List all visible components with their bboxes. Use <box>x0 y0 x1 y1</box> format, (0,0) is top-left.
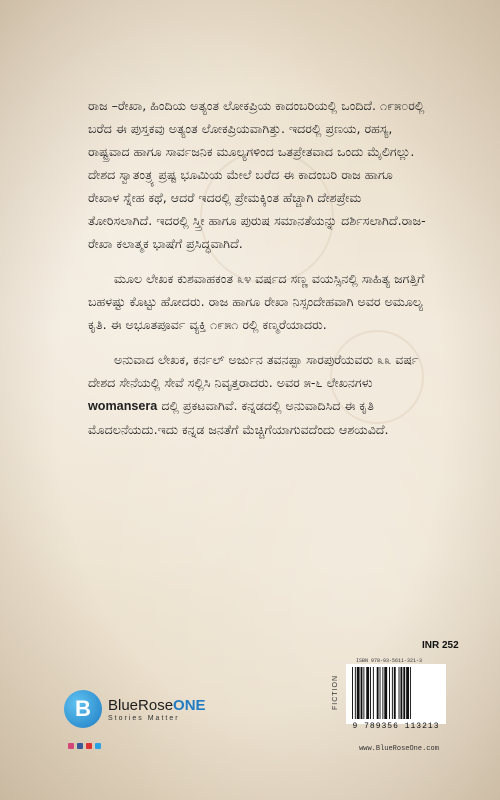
youtube-icon <box>86 743 92 749</box>
barcode-bar <box>352 667 353 719</box>
publisher-tagline: Stories Matter <box>108 714 180 722</box>
barcode-bar <box>384 667 387 719</box>
barcode-bar <box>410 667 411 719</box>
book-price: INR 252 <box>422 640 459 651</box>
bluerose-logo-icon: B <box>64 690 102 728</box>
barcode-bar <box>403 667 405 719</box>
blurb-paragraph-3 <box>88 348 428 441</box>
barcode-bar <box>357 667 360 719</box>
barcode-bar <box>382 667 383 719</box>
barcode-bar <box>392 667 393 719</box>
barcode-bar <box>389 667 390 719</box>
isbn-barcode <box>346 664 446 724</box>
blurb-paragraph-3-start: ಅನುವಾದ ಲೇಖಕ, ಕರ್ನಲ್ ಅರ್ಜುನ ತವನಪ್ಪಾ ಸಾರಪುರೆಯವರು ೩೩ ವರ್ಷ ದೇಶದ ಸೇನೆಯಲ್ಲಿ ಸೇವೆ ಸಲ್ಲಿಸಿ ನಿವೃತ್ತರಾದರು. ಅವರ ೫-೬ ಲೇಖನಗಳು <box>88 352 419 390</box>
womansera-name: womansera <box>88 399 158 413</box>
publisher-website: www.BlueRoseOne.com <box>359 745 439 753</box>
blurb-paragraph-1: ರಾಜ –ರೇಖಾ, ಹಿಂದಿಯ ಅತ್ಯಂತ ಲೋಕಪ್ರಿಯ ಕಾದಂಬರಿಯಲ್ಲಿ ಒಂದಿದೆ. ೧೯೫೦ರಲ್ಲಿ ಬರೆದ ಈ ಪುಸ್ತಕವು ಅತ್ಯಂತ ಲೋಕಪ್ರಿಯವಾಗಿತ್ತು. ಇದರಲ್ಲಿ ಪ್ರಣಯ, ರಹಸ್ಯ, ರಾಷ್ಟ್ರವಾದ ಹಾಗೂ ಸಾರ್ವಜನಿಕ ಮೂಲ್ಯಗಳಿಂದ ಒತಪ್ರೇತವಾದ ಒಂದು ಮೈಲಿಗಲ್ಲು. ದೇಶದ ಸ್ವಾತಂತ್ರ್ಯ ಪ್ರಷ್ಟ ಭೂಮಿಯ ಮೇಲೆ ಬರೆದ ಈ ಕಾದಂಬರಿ ರಾಜ ಹಾಗೂ ರೇಖಾಳ ಸ್ನೇಹ ಕಥೆ, ಆದರೆ ಇದರಲ್ಲಿ ಪ್ರೇಮಕ್ಕಿಂತ ಹೆಚ್ಚಾಗಿ ದೇಶಪ್ರೇಮ ತೋರಿಸಲಾಗಿದೆ. ಇದರಲ್ಲಿ ಸ್ತ್ರೀ ಹಾಗೂ ಪುರುಷ ಸಮಾನತೆಯನ್ನು ದರ್ಶಿಸಲಾಗಿದೆ.ರಾಜ-ರೇಖಾ ಕಲಾತ್ಮಕ ಭಾಷೆಗೆ ಪ್ರಸಿದ್ಧವಾಗಿದೆ. <box>88 98 426 251</box>
barcode-bar <box>377 667 379 719</box>
isbn-digits: 9 789356 113213 <box>352 722 440 731</box>
barcode-bar <box>355 667 356 719</box>
publisher-logo <box>64 690 206 728</box>
twitter-icon <box>95 743 101 749</box>
barcode-bar <box>373 667 374 719</box>
barcode-bar <box>400 667 402 719</box>
barcode-bar <box>363 667 364 719</box>
facebook-icon <box>77 743 83 749</box>
barcode-bar <box>406 667 409 719</box>
isbn-label: ISBN 978-93-5611-321-3 <box>356 658 423 664</box>
instagram-icon <box>68 743 74 749</box>
blurb-paragraph-3-end: ದಲ್ಲಿ ಪ್ರಕಟವಾಗಿವೆ. ಕನ್ನಡದಲ್ಲಿ ಅನುವಾದಿಸಿದ ಈ ಕೃತಿ ಮೊದಲನೆಯದು.ಇದು ಕನ್ನಡ ಜನತೆಗೆ ಮೆಚ್ಚಿಗೆಯಾಗುವದೆಂದು ಆಶಯವಿದೆ. <box>88 398 389 437</box>
publisher-name-suffix: ONE <box>173 696 206 714</box>
blurb-text <box>88 94 428 453</box>
category-label: FICTION <box>332 675 339 710</box>
barcode-bar <box>361 667 363 719</box>
barcode-bar <box>394 667 396 719</box>
barcode-bar <box>370 667 371 719</box>
social-icons <box>68 743 101 749</box>
barcode-bar <box>366 667 369 719</box>
barcode-bar <box>380 667 381 719</box>
barcode-bar <box>399 667 400 719</box>
blurb-paragraph-2: ಮೂಲ ಲೇಖಕ ಕುಶವಾಹಕಂತ ೩೪ ವರ್ಷದ ಸಣ್ಣ ವಯಸ್ಸಿನಲ್ಲಿ ಸಾಹಿತ್ಯ ಜಗತ್ತಿಗೆ ಬಹಳಷ್ಟು ಕೊಟ್ಟು ಹೋದರು. ರಾಜ ಹಾಗೂ ರೇಖಾ ನಿಸ್ಸಂದೇಹವಾಗಿ ಅವರ ಅಮೂಲ್ಯ ಕೃತಿ. ಈ ಅಭೂತಪೂರ್ವ ವ್ಯಕ್ತಿ ೧೯೫೧ ರಲ್ಲಿ ಕಣ್ಮರೆಯಾದರು. <box>88 271 425 332</box>
publisher-name <box>108 697 206 714</box>
publisher-name-prefix: BlueRose <box>108 696 174 714</box>
